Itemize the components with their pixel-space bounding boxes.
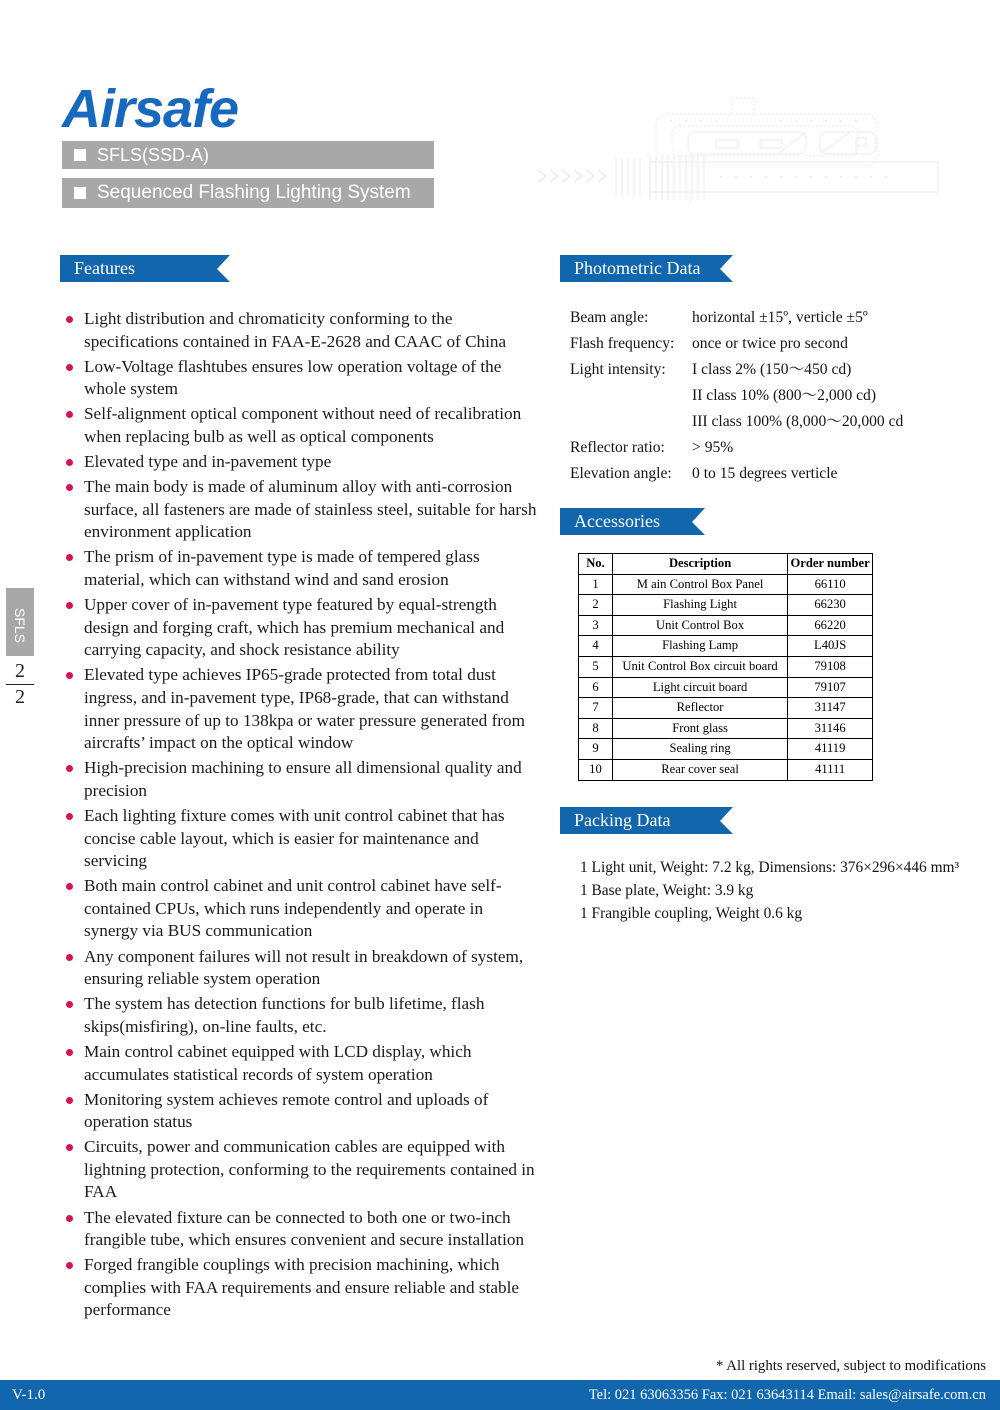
list-item: Elevated type achieves IP65-grade protected from total dust ingress, and in-pavement type, IP68-grade, that can withstand inner pressure of up to 138kpa or water pressure generated from aircrafts’ impact on the optical window [60, 664, 540, 754]
cell-order-number: L40JS [788, 636, 873, 657]
table-row [579, 595, 873, 616]
spec-key: Beam angle: [570, 308, 649, 326]
page-current: 2 [6, 660, 34, 685]
accessories-heading: Accessories [560, 508, 692, 535]
column-header-desc: Description [612, 554, 787, 575]
product-title-text: Sequenced Flashing Lighting System [97, 182, 411, 203]
product-title-bar [62, 178, 434, 208]
list-item: Main control cabinet equipped with LCD display, which accumulates statistical records of system operation [60, 1041, 540, 1086]
contact-info: Tel: 021 63063356 Fax: 021 63643114 Email: sales@airsafe.com.cn [588, 1386, 986, 1403]
list-item: The prism of in-pavement type is made of tempered glass material, which can withstand wind and sand erosion [60, 546, 540, 591]
packing-list [580, 856, 980, 925]
spec-value: I class 2% (150～450 cd) [692, 360, 852, 378]
list-item: Circuits, power and communication cables are equipped with lightning protection, conforming to the requirements contained in FAA [60, 1136, 540, 1204]
spec-key: Light intensity: [570, 360, 666, 378]
list-item: The main body is made of aluminum alloy with anti-corrosion surface, all fasteners are made of stainless steel, suitable for harsh environment application [60, 476, 540, 544]
list-item: 1 Base plate, Weight: 3.9 kg [580, 881, 754, 899]
list-item: High-precision machining to ensure all dimensional quality and precision [60, 757, 540, 802]
list-item: Elevated type and in-pavement type [60, 451, 540, 474]
packing-heading: Packing Data [560, 807, 720, 834]
list-item: The system has detection functions for bulb lifetime, flash skips(misfiring), on-line faults, etc. [60, 993, 540, 1038]
cell-no: 1 [579, 574, 613, 595]
cell-no: 4 [579, 636, 613, 657]
footer-bar [0, 1380, 1000, 1410]
list-item: Self-alignment optical component without need of recalibration when replacing bulb as well as optical components [60, 403, 540, 448]
spec-value: once or twice pro second [692, 334, 848, 352]
cell-no: 3 [579, 615, 613, 636]
table-row [579, 698, 873, 719]
cell-order-number: 41111 [788, 759, 873, 780]
spec-key: Flash frequency: [570, 334, 675, 352]
table-row [560, 356, 903, 382]
square-bullet-icon [74, 187, 86, 199]
list-item: Light distribution and chromaticity conforming to the specifications contained in FAA-E-2628 and CAAC of China [60, 308, 540, 353]
model-title-text: SFLS(SSD-A) [97, 144, 210, 165]
side-tab-sfls [6, 588, 34, 656]
airsafe-logo: Airsafe [62, 79, 239, 139]
cell-description: M ain Control Box Panel [612, 574, 787, 595]
cell-description: Front glass [612, 718, 787, 739]
table-row [579, 759, 873, 780]
photometric-table [560, 304, 903, 486]
cell-no: 5 [579, 656, 613, 677]
spec-key: Elevation angle: [570, 464, 672, 482]
cell-description: Reflector [612, 698, 787, 719]
cell-description: Flashing Lamp [612, 636, 787, 657]
cell-description: Flashing Light [612, 595, 787, 616]
spec-key [560, 408, 688, 434]
cell-description: Light circuit board [612, 677, 787, 698]
side-tab-label: SFLS [12, 608, 28, 644]
table-row [579, 718, 873, 739]
table-header-row [579, 554, 873, 575]
list-item: Each lighting fixture comes with unit control cabinet that has concise cable layout, which is easier for maintenance and servicing [60, 805, 540, 873]
version-label: V-1.0 [12, 1386, 46, 1403]
page-indicator [6, 660, 34, 709]
page-total: 2 [15, 686, 25, 708]
column-header-no: No. [579, 554, 613, 575]
cell-order-number: 66110 [788, 574, 873, 595]
spec-value: > 95% [692, 438, 734, 456]
features-heading: Features [60, 255, 217, 282]
table-row [579, 574, 873, 595]
cell-description: Unit Control Box circuit board [612, 656, 787, 677]
photometric-heading: Photometric Data [560, 255, 720, 282]
cell-order-number: 79107 [788, 677, 873, 698]
spec-key [560, 382, 688, 408]
list-item: Both main control cabinet and unit control cabinet have self-contained CPUs, which runs independently and operate in synergy via BUS communication [60, 875, 540, 943]
table-row [560, 434, 903, 460]
cell-no: 2 [579, 595, 613, 616]
list-item: Low-Voltage flashtubes ensures low operation voltage of the whole system [60, 356, 540, 401]
square-bullet-icon [74, 149, 86, 161]
spec-key: Reflector ratio: [570, 438, 665, 456]
accessories-table [578, 553, 873, 781]
list-item: Forged frangible couplings with precision machining, which complies with FAA requirements and ensure reliable and stable performance [60, 1254, 540, 1322]
cell-no: 10 [579, 759, 613, 780]
table-row [560, 304, 903, 330]
list-item: The elevated fixture can be connected to both one or two-inch frangible tube, which ensures convenient and secure installation [60, 1207, 540, 1252]
list-item: 1 Light unit, Weight: 7.2 kg, Dimensions: 376×296×446 mm³ [580, 858, 960, 876]
table-row [579, 636, 873, 657]
cell-description: Sealing ring [612, 739, 787, 760]
cell-description: Unit Control Box [612, 615, 787, 636]
cell-order-number: 79108 [788, 656, 873, 677]
spec-value: II class 10% (800～2,000 cd) [692, 386, 877, 404]
cell-no: 9 [579, 739, 613, 760]
cell-order-number: 66220 [788, 615, 873, 636]
list-item: Any component failures will not result in breakdown of system, ensuring reliable system operation [60, 946, 540, 991]
table-row [579, 677, 873, 698]
spec-value: 0 to 15 degrees verticle [692, 464, 838, 482]
specifications-column [560, 255, 980, 925]
features-column [60, 255, 540, 1325]
list-item: 1 Frangible coupling, Weight 0.6 kg [580, 904, 803, 922]
cell-no: 6 [579, 677, 613, 698]
table-row [560, 408, 903, 434]
cell-no: 8 [579, 718, 613, 739]
cell-order-number: 41119 [788, 739, 873, 760]
table-row [579, 615, 873, 636]
disclaimer-text: * All rights reserved, subject to modifications [716, 1358, 986, 1374]
spec-value: horizontal ±15º, verticle ±5º [692, 308, 868, 326]
cell-description: Rear cover seal [612, 759, 787, 780]
table-row [560, 460, 903, 486]
model-title-bar [62, 141, 434, 169]
cell-order-number: 31146 [788, 718, 873, 739]
features-list [60, 308, 540, 1322]
cell-order-number: 31147 [788, 698, 873, 719]
column-header-order: Order number [788, 554, 873, 575]
list-item: Monitoring system achieves remote control and uploads of operation status [60, 1089, 540, 1134]
table-row [560, 330, 903, 356]
cell-no: 7 [579, 698, 613, 719]
page-header [0, 0, 1000, 225]
airport-layout-diagram [520, 92, 950, 227]
list-item: Upper cover of in-pavement type featured by equal-strength design and forging craft, which has premium mechanical and carrying capacity, and shock resistance ability [60, 594, 540, 662]
table-row [579, 656, 873, 677]
spec-value: III class 100% (8,000～20,000 cd [692, 412, 904, 430]
table-row [560, 382, 903, 408]
table-row [579, 739, 873, 760]
cell-order-number: 66230 [788, 595, 873, 616]
